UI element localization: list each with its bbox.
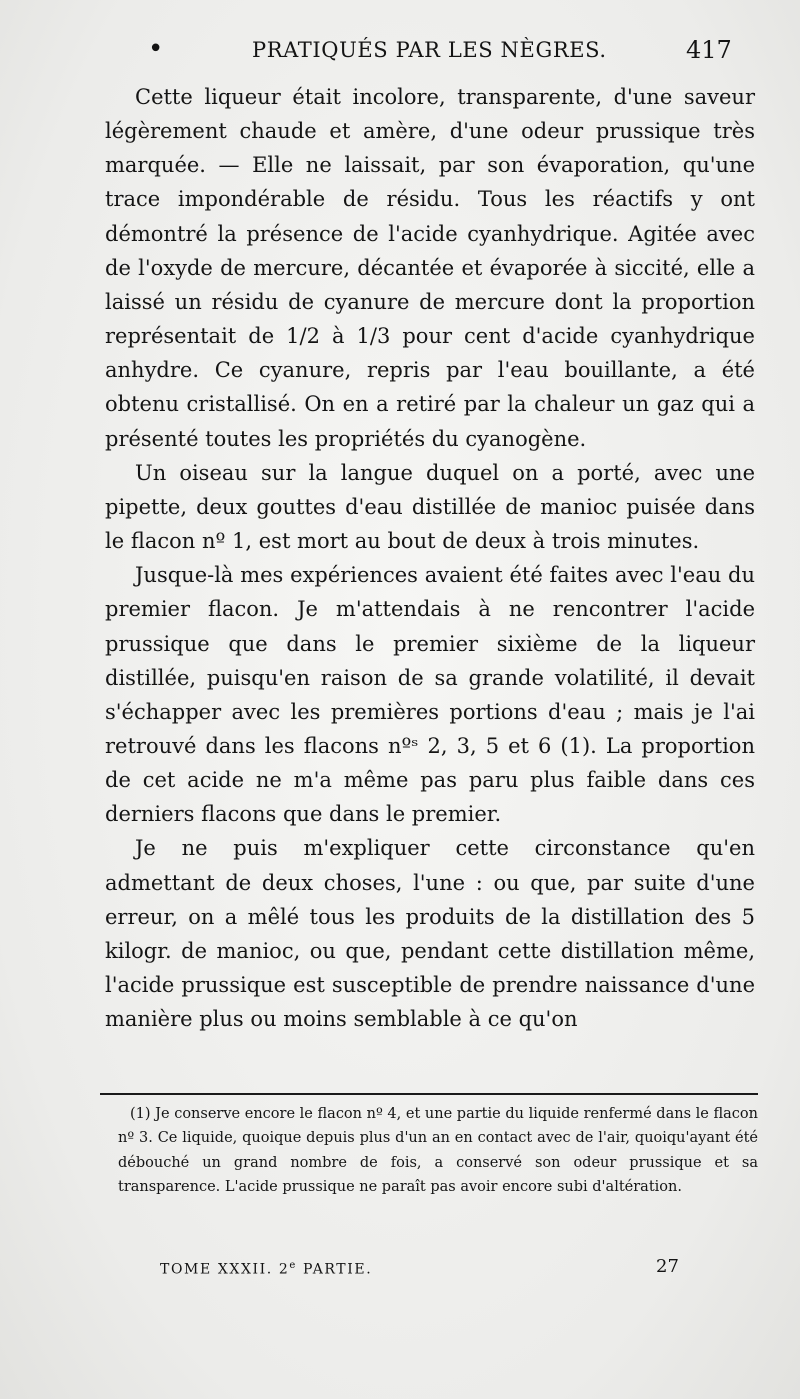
signature-partie: PARTIE. bbox=[296, 1261, 373, 1278]
paragraph-3-continuation: La proportion de cet acide ne m'a même pas paru plus faible dans ces derniers flacons que dans le premier. bbox=[105, 733, 755, 827]
running-header bbox=[0, 34, 800, 74]
paragraph-3 bbox=[105, 558, 755, 831]
signature-tome: TOME XXXII. 2 bbox=[160, 1261, 290, 1278]
sheet-number: 27 bbox=[656, 1256, 679, 1277]
running-title: PRATIQUÉS PAR LES NÈGRES. bbox=[252, 38, 607, 62]
footnote bbox=[118, 1102, 758, 1199]
header-bullet: • bbox=[148, 34, 164, 64]
paragraph-4: Je ne puis m'expliquer cette circonstance qu'en admettant de deux choses, l'une : ou que, par suite d'une erreur, on a mêlé tous les produits de la distillation des 5 kilogr. de manioc, ou que, pendant cette distillation même, l'acide prussique est susceptible de prendre naissance d'une manière plus ou moins semblable à ce qu'on bbox=[105, 836, 755, 1032]
footnote-reference: (1). bbox=[551, 733, 606, 758]
paragraph-3-text: Jusque-là mes expériences avaient été faites avec l'eau du premier flacon. Je m'attendais à ne rencontrer l'acide prussique que dans le premier sixième de la liqueur distillée, puisqu'en raison de sa grande volatilité, il devait s'échapper avec les premières portions d'eau ; mais je l'ai retrouvé dans les flacons nºˢ 2, 3, 5 et 6 bbox=[105, 563, 755, 758]
paragraph-2: Un oiseau sur la langue duquel on a porté, avec une pipette, deux gouttes d'eau distillée de manioc puisée dans le flacon nº 1, est mort au bout de deux à trois minutes. bbox=[105, 460, 755, 554]
volume-signature bbox=[160, 1260, 372, 1278]
page-number: 417 bbox=[686, 36, 732, 64]
paragraph-1: Cette liqueur était incolore, transparente, d'une saveur légèrement chaude et amère, d'une odeur prussique très marquée. — Elle ne laissait, par son évaporation, qu'une trace impondérable de résidu. Tous les réactifs y ont démontré la présence de l'acide cyanhydrique. Agitée avec de l'oxyde de mercure, décantée et évaporée à siccité, elle a laissé un résidu de cyanure de mercure dont la proportion représentait de 1/2 à 1/3 pour cent d'acide cyanhydrique anhydre. Ce cyanure, repris par l'eau bouillante, a été obtenu cristallisé. On en a retiré par la chaleur un gaz qui a présenté toutes les propriétés du cyanogène. bbox=[105, 85, 755, 451]
signature-superscript: e bbox=[289, 1260, 297, 1271]
footnote-rule bbox=[100, 1093, 758, 1095]
main-text bbox=[105, 80, 755, 1036]
footnote-text: (1) Je conserve encore le flacon nº 4, et une partie du liquide renfermé dans le flacon nº 3. Ce liquide, quoique depuis plus d'un an en contact avec de l'air, quoiqu'ayant été débouché un grand nombre de fois, a conservé son odeur prussique et sa transparence. L'acide prussique ne paraît pas avoir encore subi d'altération. bbox=[118, 1106, 758, 1195]
